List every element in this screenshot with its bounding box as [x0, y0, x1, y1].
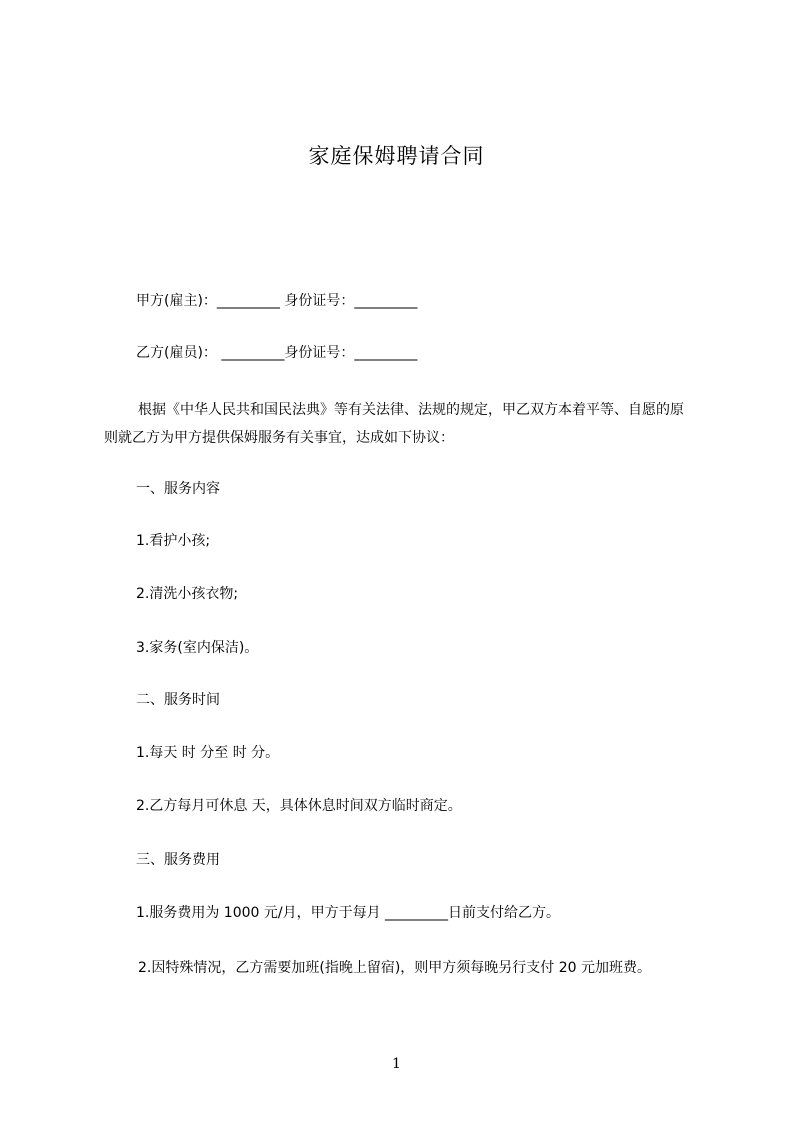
- list-item: 1.每天 时 分至 时 分。: [136, 745, 280, 761]
- list-item: 2.清洗小孩衣物;: [136, 586, 239, 602]
- page-number: 1: [392, 1056, 401, 1072]
- section-heading-service-content: 一、服务内容: [136, 481, 220, 497]
- party-b-line: 乙方(雇员)： _________身份证号：_________: [136, 345, 418, 361]
- document-title: 家庭保姆聘请合同: [308, 144, 485, 168]
- preamble-paragraph: 根据《中华人民共和国民法典》等有关法律、法规的规定，甲乙双方本着平等、自愿的原则就乙方为甲方提供保姆服务有关事宜，达成如下协议：: [104, 402, 684, 446]
- list-item: 2.乙方每月可休息 天，具体休息时间双方临时商定。: [136, 798, 462, 814]
- section-heading-service-fee: 三、服务费用: [136, 852, 220, 868]
- section-heading-service-time: 二、服务时间: [136, 692, 220, 708]
- list-item: 1.看护小孩;: [136, 533, 211, 549]
- party-a-line: 甲方(雇主)：_________ 身份证号：_________: [136, 293, 418, 309]
- overtime-fee-paragraph: 2.因特殊情况，乙方需要加班(指晚上留宿)，则甲方须每晚另行支付 20 元加班费。: [138, 960, 651, 976]
- list-item: 3.家务(室内保洁)。: [136, 640, 259, 656]
- list-item: 1.服务费用为 1000 元/月，甲方于每月 _________日前支付给乙方。: [136, 905, 561, 921]
